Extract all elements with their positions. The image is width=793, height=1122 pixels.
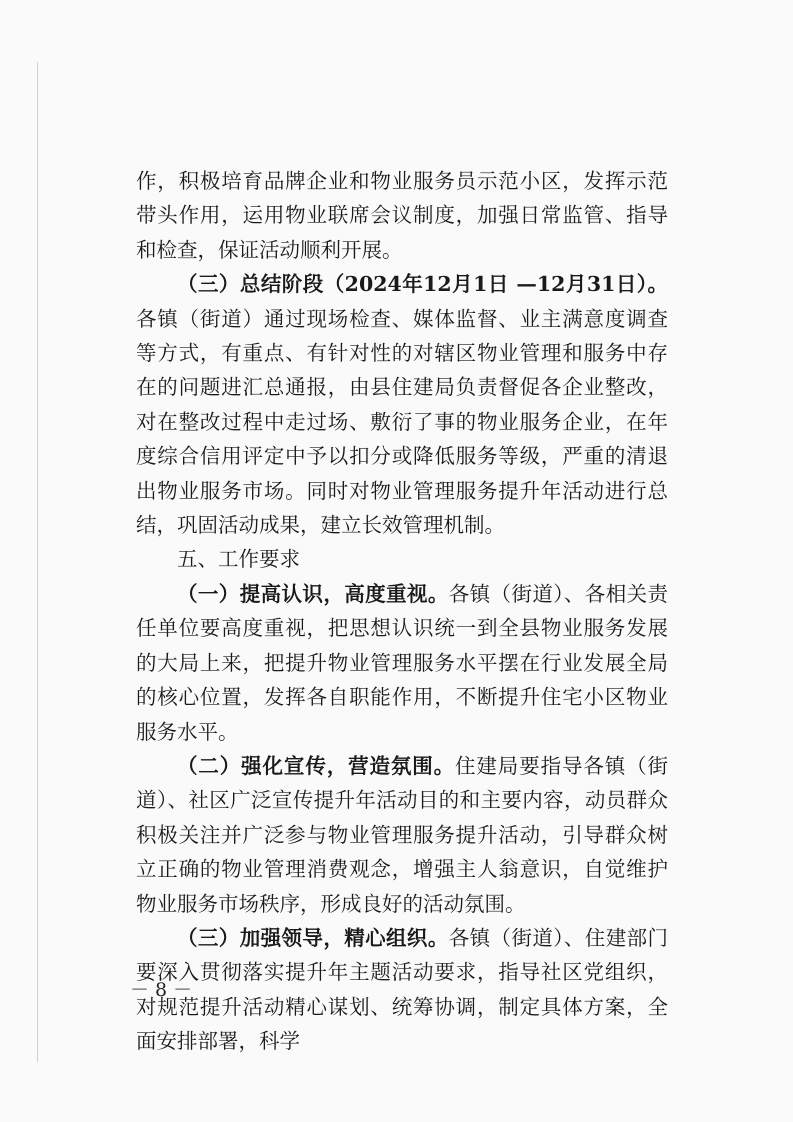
paragraph-heading: （二）强化宣传，营造氛围。 xyxy=(177,753,456,778)
paragraph-heading: （一）提高认识，高度重视。 xyxy=(177,581,449,606)
paragraph-publicity xyxy=(136,749,668,921)
paragraph-summary-stage xyxy=(136,267,668,542)
paragraph-text: 各镇（街道）、各相关责任单位要高度重视，把思想认识统一到全县物业服务发展的大局上来，把提升物业管理服务水平摆在行业发展全局的核心位置，发挥各自职能作用，不断提升住宅小区物业服务水平。 xyxy=(136,581,669,744)
scan-edge xyxy=(37,62,38,1062)
paragraph-text: 作，积极培育品牌企业和物业服务员示范小区，发挥示范带头作用，运用物业联席会议制度，加强日常监管、指导和检查，保证活动顺利开展。 xyxy=(136,169,668,262)
section-heading xyxy=(136,542,668,576)
paragraph-awareness xyxy=(136,577,668,749)
paragraph-text: 各镇（街道）、住建部门要深入贯彻落实提升年主题活动要求，指导社区党组织，对规范提升活动精心谋划、统筹协调，制定具体方案，全面安排部署，科学 xyxy=(136,925,669,1054)
section-title: 五、工作要求 xyxy=(177,547,300,572)
paragraph-text: 住建局要指导各镇（街道）、社区广泛宣传提升年活动目的和主要内容，动员群众积极关注并广泛参与物业管理服务提升活动，引导群众树立正确的物业管理消费观念，增强主人翁意识，自觉维护物业服务市场秩序，形成良好的活动氛围。 xyxy=(136,753,669,916)
paragraph-leadership xyxy=(136,921,668,1059)
paragraph-heading: （三）加强领导，精心组织。 xyxy=(177,925,449,950)
page-number: － 8 － xyxy=(130,979,193,1001)
paragraph-continuation xyxy=(136,164,668,267)
document-body xyxy=(136,164,668,1059)
paragraph-text: 各镇（街道）通过现场检查、媒体监督、业主满意度调查等方式，有重点、有针对性的对辖区物业管理和服务中存在的问题进汇总通报，由县住建局负责督促各企业整改，对在整改过程中走过场、敷衍了事的物业服务企业，在年度综合信用评定中予以扣分或降低服务等级，严重的清退出物业服务市场。同时对物业管理服务提升年活动进行总结，巩固活动成果，建立长效管理机制。 xyxy=(136,306,668,538)
paragraph-heading: （三）总结阶段（2024年12月1日 —12月31日）。 xyxy=(177,272,668,297)
